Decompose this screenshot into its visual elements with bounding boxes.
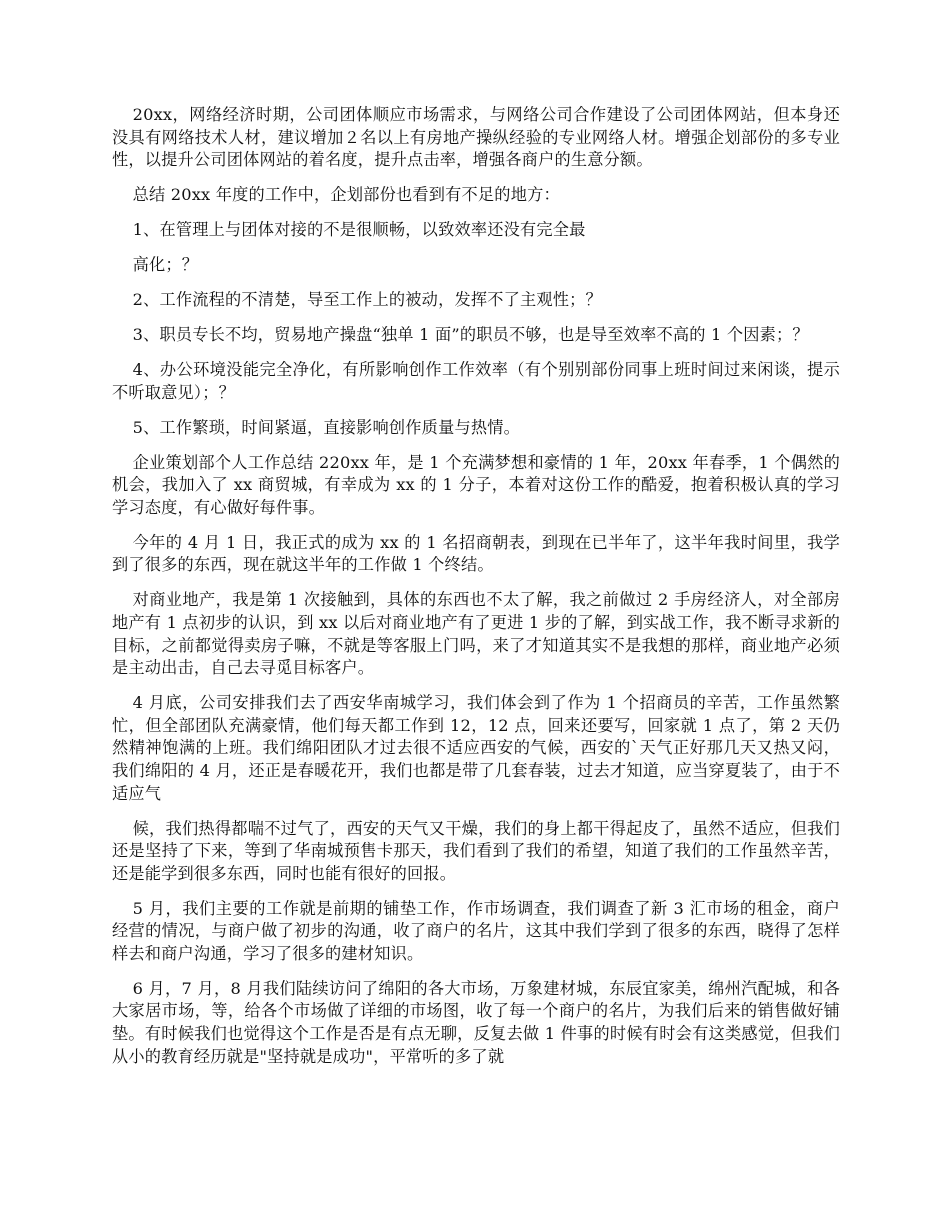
list-item-2: 2、工作流程的不清楚，导至工作上的被动，发挥不了主观性；？ [132,290,602,310]
list-item-4: 4、办公环境没能完全净化，有所影响创作工作效率（有个别别部份同事上班时间过来闲谈，提示不听取意见）；？ [112,360,840,402]
paragraph-intro-website: 20xx，网络经济时期，公司团体顺应市场需求，与网络公司合作建设了公司团体网站，但本身还没具有网络技术人材，建议增加２名以上有房地产操纵经验的专业网络人材。增强企划部份的多专业性，以提升公司团体网站的着名度，提升点击率，增强各商户的生意分额。 [112,105,840,170]
paragraph-may-work: 5 月，我们主要的工作就是前期的铺垫工作，作市场调查，我们调查了新 3 汇市场的租金，商户经营的情况，与商户做了初步的沟通，收了商户的名片，这其中我们学到了很多的东西，晓得了怎样样去和商户沟通，学习了很多的建材知识。 [112,898,840,963]
paragraph-summer-visits: 6 月，7 月，8 月我们陆续访问了绵阳的各大市场，万象建材城，东辰宜家美，绵州汽配城，和各大家居市场，等，给各个市场做了详细的市场图，收了每一个商户的名片，为我们后来的销售做好铺垫。有时候我们也觉得这个工作是否是有点无聊，反复去做 1 件事的时候有时会有这类感觉，但我们从小的教育经历就是"坚持就是成功"，平常听的多了就 [112,978,840,1066]
list-item-5: 5、工作繁琐，时间紧逼，直接影响创作质量与热情。 [132,417,521,437]
document-page [112,104,840,1081]
list-item-1: 1、在管理上与团体对接的不是很顺畅，以致效率还没有完全最 [132,220,586,240]
paragraph-personal-summary-intro: 企业策划部个人工作总结 220xx 年，是 1 个充满梦想和豪情的 1 年，20xx 年春季，1 个偶然的机会，我加入了 xx 商贸城，有幸成为 xx 的 1 分子，本着对这份工作的酷爱，抱着积极认真的学习学习态度，有心做好每件事。 [112,452,840,517]
paragraph-summary-shortcomings: 总结 20xx 年度的工作中，企划部份也看到有不足的地方： [132,185,560,205]
paragraph-xian-study: 4 月底，公司安排我们去了西安华南城学习，我们体会到了作为 1 个招商员的辛苦，工作虽然繁忙，但全部团队充满豪情，他们每天都工作到 12，12 点，回来还要写，回家就 1 点了，第 2 天仍然精神饱满的上班。我们绵阳团队才过去很不适应西安的气候，西安的`天气正好那几天又热又闷，我们绵阳的 4 月，还正是春暖花开，我们也都是带了几套春装，过去才知道，应当穿夏装了，由于不适应气 [112,693,840,803]
paragraph-april-start: 今年的 4 月 1 日，我正式的成为 xx 的 1 名招商朝表，到现在已半年了，这半年我时间里，我学到了很多的东西，现在就这半年的工作做 1 个终结。 [112,532,840,575]
list-item-1-continued: 高化；？ [132,255,199,275]
paragraph-commercial-real-estate: 对商业地产，我是第 1 次接触到，具体的东西也不太了解，我之前做过 2 手房经济人，对全部房地产有 1 点初步的认识，到 xx 以后对商业地产有了更进 1 步的了解，到实战工作，我不断寻求新的目标，之前都觉得卖房子嘛，不就是等客服上门吗，来了才知道其实不是我想的那样，商业地产必须是主动出击，自己去寻觅目标客户。 [112,590,840,678]
paragraph-xian-climate: 候，我们热得都喘不过气了，西安的天气又干燥，我们的身上都干得起皮了，虽然不适应，但我们还是坚持了下来，等到了华南城预售卡那天，我们看到了我们的希望，知道了我们的工作虽然辛苦，还是能学到很多东西，同时也能有很好的回报。 [112,818,840,883]
list-item-3: 3、职员专长不均，贸易地产操盘“独单 1 面”的职员不够，也是导至效率不高的 1 个因素；？ [132,325,809,345]
